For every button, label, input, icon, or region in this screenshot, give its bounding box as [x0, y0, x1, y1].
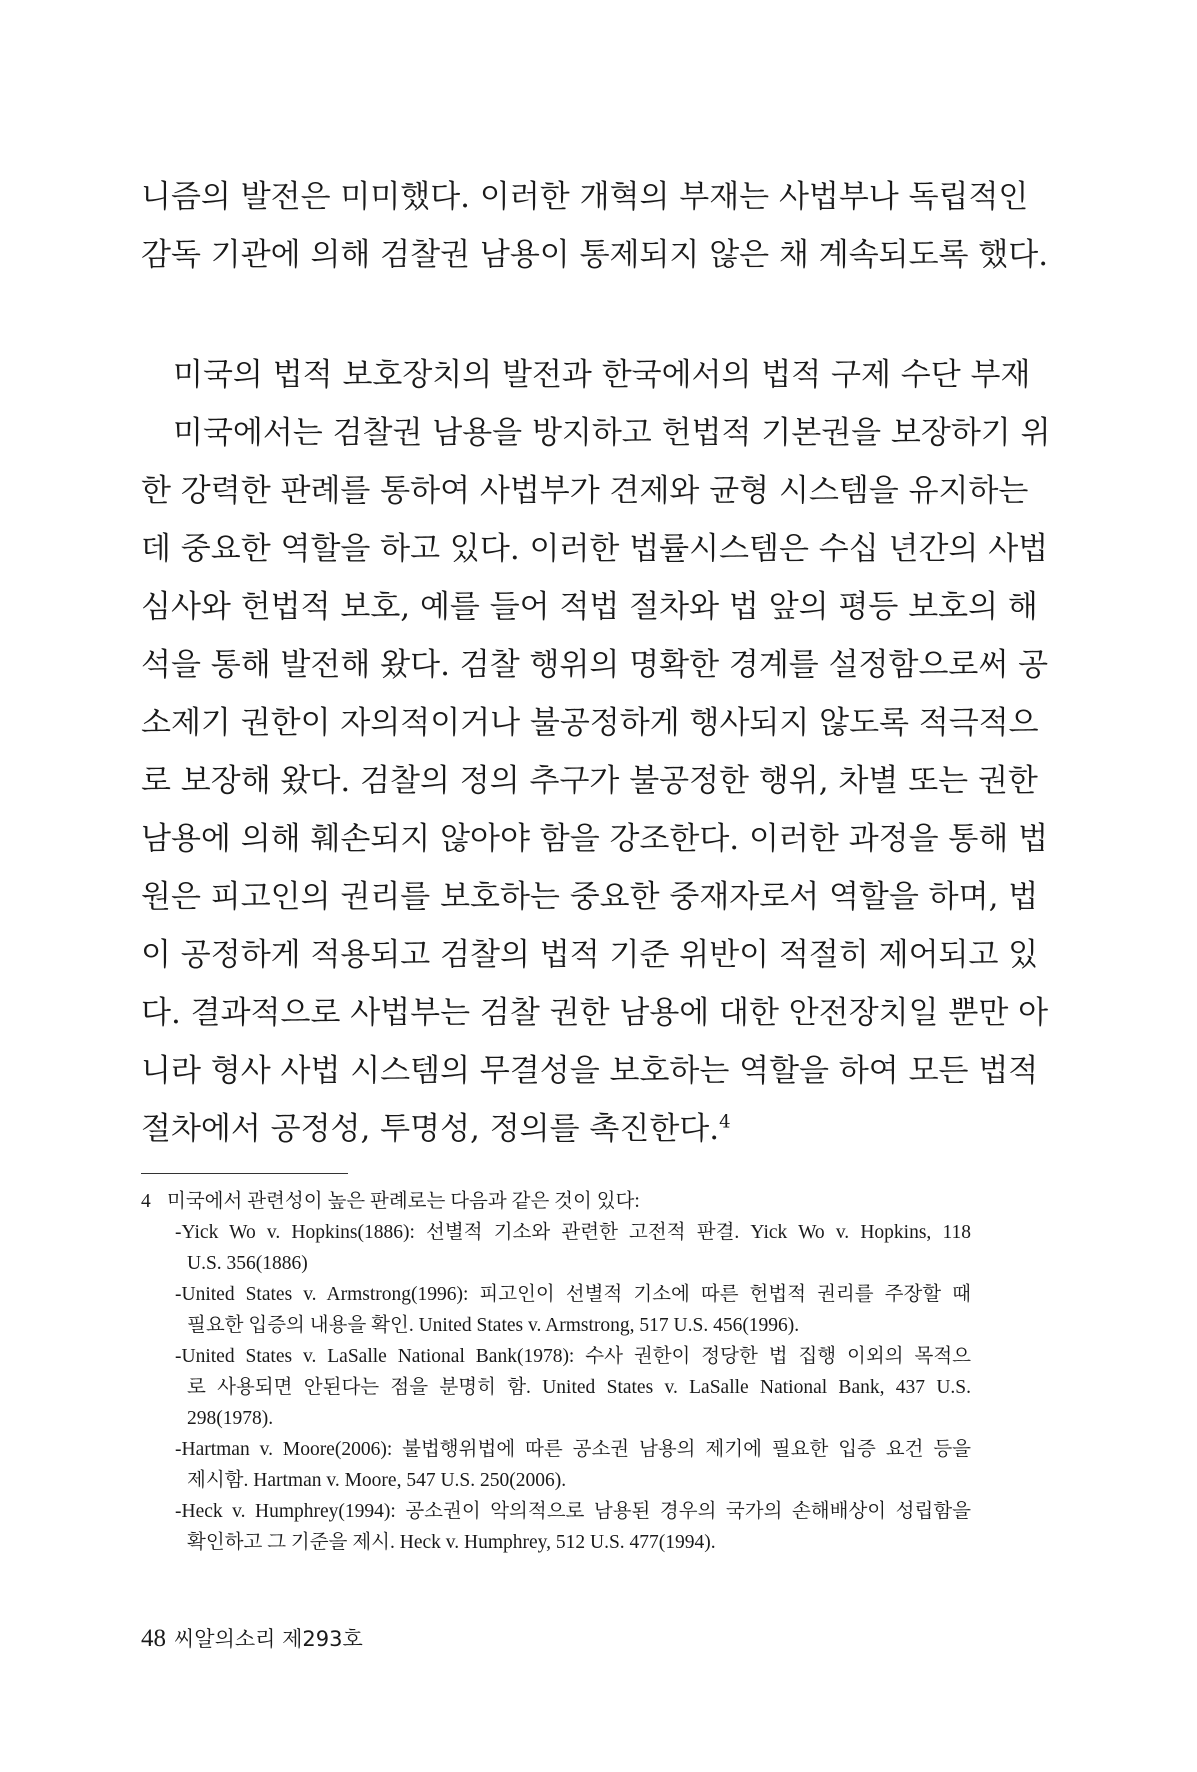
- footnotes: [141, 1186, 971, 1558]
- body-line-6: 소제기 권한이 자의적이거나 불공정하게 행사되지 않도록 적극적으: [141, 705, 1039, 741]
- footnote-entry-3-line-2: 로 사용되면 안된다는 점을 분명히 함. United States v. LaSalle National Bank, 437 U.S.: [187, 1377, 971, 1398]
- footnote-number: 4: [141, 1191, 151, 1212]
- body-line-3: 데 중요한 역할을 하고 있다. 이러한 법률시스템은 수십 년간의 사법: [141, 531, 1049, 567]
- journal-title: 씨알의소리 제293호: [174, 1627, 363, 1651]
- footnote-entry-5-line-1: -Heck v. Humphrey(1994): 공소권이 악의적으로 남용된 경우의 국가의 손해배상이 성립함을: [175, 1501, 971, 1522]
- footnote-reference[interactable]: 4: [719, 1111, 731, 1133]
- footnote-entry-1-line-1: -Yick Wo v. Hopkins(1886): 선별적 기소와 관련한 고전적 판결. Yick Wo v. Hopkins, 118: [175, 1222, 971, 1243]
- footnote-entry-4-line-1: -Hartman v. Moore(2006): 불법행위법에 따른 공소권 남용의 제기에 필요한 입증 요건 등을: [175, 1439, 971, 1460]
- footnote-entry-1-line-2: U.S. 356(1886): [187, 1253, 308, 1274]
- body-line-7: 로 보장해 왔다. 검찰의 정의 추구가 불공정한 행위, 차별 또는 권한: [141, 763, 1038, 799]
- body-line-4: 심사와 헌법적 보호, 예를 들어 적법 절차와 법 앞의 평등 보호의 해: [141, 589, 1038, 625]
- body-line-2: 한 강력한 판례를 통하여 사법부가 견제와 균형 시스템을 유지하는: [141, 473, 1029, 509]
- page-footer: [141, 1624, 363, 1655]
- footnote-intro: 미국에서 관련성이 높은 판례로는 다음과 같은 것이 있다:: [167, 1191, 640, 1212]
- body-line-13: [141, 1100, 971, 1158]
- body-line-12: 니라 형사 사법 시스템의 무결성을 보호하는 역할을 하여 모든 법적: [141, 1053, 1039, 1089]
- body-line-5: 석을 통해 발전해 왔다. 검찰 행위의 명확한 경계를 설정함으로써 공: [141, 647, 1049, 683]
- body-line-11: 다. 결과적으로 사법부는 검찰 권한 남용에 대한 안전장치일 뿐만 아: [141, 995, 1049, 1031]
- footnote-entry-4-line-2: 제시함. Hartman v. Moore, 547 U.S. 250(2006).: [187, 1470, 567, 1491]
- footnote-intro-line: [141, 1186, 971, 1217]
- intro-line-1: 니즘의 발전은 미미했다. 이러한 개혁의 부재는 사법부나 독립적인: [141, 179, 1029, 215]
- body-line-13-text: 절차에서 공정성, 투명성, 정의를 촉진한다.: [141, 1111, 720, 1147]
- section-heading: 미국의 법적 보호장치의 발전과 한국에서의 법적 구제 수단 부재: [173, 357, 1031, 393]
- main-text: [141, 168, 1051, 1158]
- footnote-entry-3-line-1: -United States v. LaSalle National Bank(1978): 수사 권한이 정당한 법 집행 이외의 목적으: [175, 1346, 971, 1367]
- footnote-divider: [141, 1173, 348, 1174]
- intro-line-2: 감독 기관에 의해 검찰권 남용이 통제되지 않은 채 계속되도록 했다.: [141, 237, 1049, 273]
- page-number: 48: [141, 1625, 166, 1652]
- footnote-entry-3-line-3: 298(1978).: [187, 1408, 274, 1429]
- body-line-9: 원은 피고인의 권리를 보호하는 중요한 중재자로서 역할을 하며, 법: [141, 879, 1039, 915]
- paragraph-gap: [141, 284, 971, 346]
- footnote-entry-5-line-2: 확인하고 그 기준을 제시. Heck v. Humphrey, 512 U.S. 477(1994).: [187, 1532, 716, 1553]
- footnote-entry-2-line-2: 필요한 입증의 내용을 확인. United States v. Armstrong, 517 U.S. 456(1996).: [187, 1315, 800, 1336]
- body-line-1: 미국에서는 검찰권 남용을 방지하고 헌법적 기본권을 보장하기 위: [173, 415, 1051, 451]
- body-line-8: 남용에 의해 훼손되지 않아야 함을 강조한다. 이러한 과정을 통해 법: [141, 821, 1049, 857]
- body-line-10: 이 공정하게 적용되고 검찰의 법적 기준 위반이 적절히 제어되고 있: [141, 937, 1039, 973]
- footnote-entry-2-line-1: -United States v. Armstrong(1996): 피고인이 선별적 기소에 따른 헌법적 권리를 주장할 때: [175, 1284, 971, 1305]
